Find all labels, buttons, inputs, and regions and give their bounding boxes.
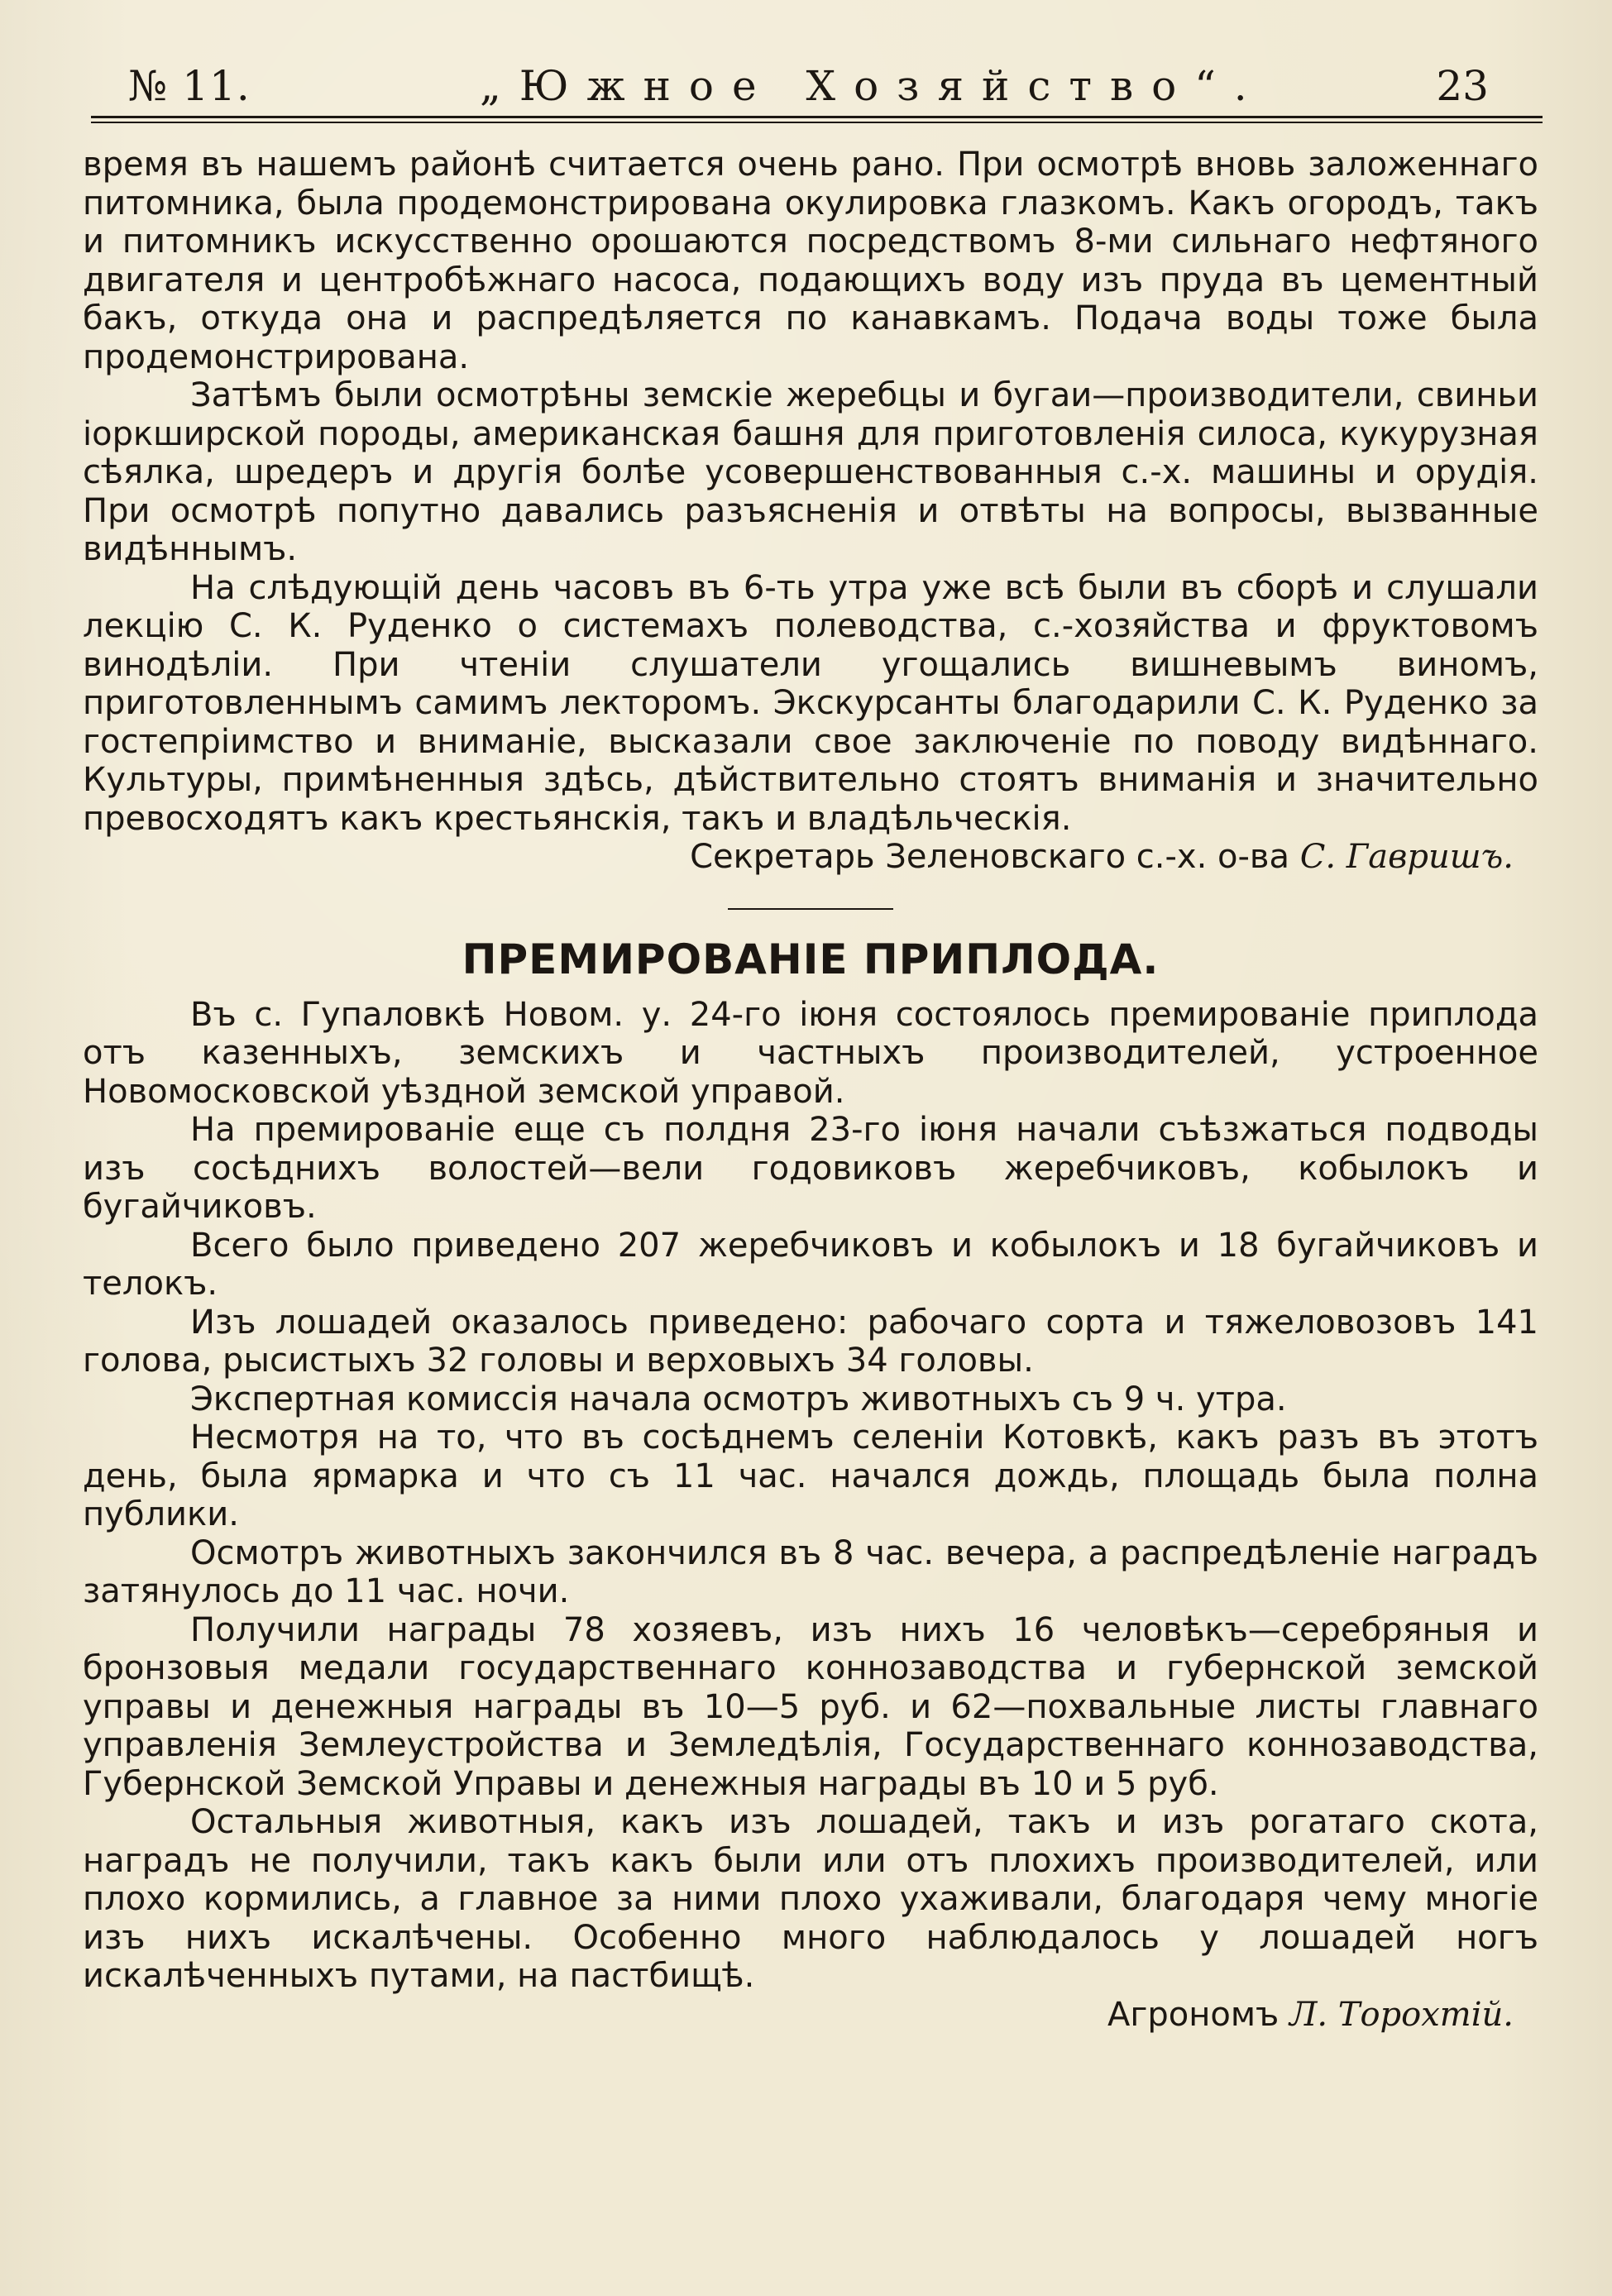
issue-number: № 11.: [128, 62, 251, 110]
paragraph: Затѣмъ были осмотрѣны земскіе жеребцы и бугаи—производители, свиньи іоркширской породы, американская башня для приготовленія силоса, кукурузная сѣялка, шредеръ и другія болѣе усовершенствованныя с.-х. машины и орудія. При осмотрѣ попутно давались разъясненія и отвѣты на вопросы, вызванные видѣннымъ.: [83, 376, 1538, 568]
signature-role: Агрономъ: [1107, 1995, 1280, 2034]
paragraph: На премированіе еще съ полдня 23-го іюня начали съѣзжаться подводы изъ сосѣднихъ волостей—вели годовиковъ жеребчиковъ, кобылокъ и бугайчиковъ.: [83, 1111, 1538, 1226]
paragraph: Изъ лошадей оказалось приведено: рабочаго сорта и тяжеловозовъ 141 голова, рысистыхъ 32 головы и верховыхъ 34 головы.: [83, 1303, 1538, 1380]
paragraph: Остальныя животныя, какъ изъ лошадей, такъ и изъ рогатаго скота, наградъ не получили, такъ какъ были или отъ плохихъ производителей, или плохо кормились, а главное за ними плохо ухаживали, благодаря чему многіе изъ нихъ искалѣчены. Особенно много наблюдалось у лошадей ногъ искалѣченныхъ путами, на пастбищѣ.: [83, 1803, 1538, 1995]
header-rule-bottom: [91, 122, 1543, 123]
section-divider: [728, 908, 893, 910]
paragraph: Получили награды 78 хозяевъ, изъ нихъ 16 человѣкъ—серебряныя и бронзовыя медали государственнаго коннозаводства и губернской земской управы и денежныя награды въ 10—5 руб. и 62—похвальные листы главнаго управленія Землеустройства и Земледѣлія, Государственнаго коннозаводства, Губернской Земской Управы и денежныя награды въ 10 и 5 руб.: [83, 1610, 1538, 1803]
signature-author: Л. Торохтій.: [1289, 1995, 1514, 2034]
page-header: [83, 56, 1538, 116]
page-number: 23: [1436, 62, 1489, 110]
paragraph: На слѣдующій день часовъ въ 6-ть утра уже всѣ были въ сборѣ и слушали лекцію С. К. Руденко о системахъ полеводства, с.-хозяйства и фруктовомъ винодѣліи. При чтеніи слушатели угощались вишневымъ виномъ, приготовленнымъ самимъ лекторомъ. Экскурсанты благодарили С. К. Руденко за гостепріимство и вниманіе, высказали свое заключеніе по поводу видѣннаго. Культуры, примѣненныя здѣсь, дѣйствительно стоятъ вниманія и значительно превосходятъ какъ крестьянскія, такъ и владѣльческія.: [83, 568, 1538, 838]
signature-role: Секретарь Зеленовскаго с.-х. о-ва: [690, 838, 1289, 876]
signature: [83, 838, 1538, 877]
article-premirovanie: [83, 933, 1538, 2035]
article-continued: [83, 146, 1538, 877]
paragraph: Осмотръ животныхъ закончился въ 8 час. вечера, а распредѣленіе наградъ затянулось до 11 час. ночи.: [83, 1533, 1538, 1610]
paragraph: Экспертная комиссія начала осмотръ животныхъ съ 9 ч. утра.: [190, 1380, 1287, 1418]
paragraph: Въ с. Гупаловкѣ Новом. у. 24-го іюня состоялось премированіе приплода отъ казенныхъ, земскихъ и частныхъ производителей, устроенное Новомосковской уѣздной земской управой.: [83, 995, 1538, 1111]
page-body: [83, 146, 1538, 2034]
paragraph: время въ нашемъ районѣ считается очень рано. При осмотрѣ вновь заложеннаго питомника, была продемонстрирована окулировка глазкомъ. Какъ огородъ, такъ и питомникъ искусственно орошаются посредствомъ 8-ми сильнаго нефтяного двигателя и центробѣжнаго насоса, подающихъ воду изъ пруда въ цементный бакъ, откуда она и распредѣляется по канавкамъ. Подача воды тоже была продемонстрирована.: [83, 146, 1538, 376]
signature-author: С. Гавришъ.: [1299, 838, 1514, 876]
signature: [83, 1996, 1538, 2035]
paragraph: Всего было приведено 207 жеребчиковъ и кобылокъ и 18 бугайчиковъ и телокъ.: [83, 1226, 1538, 1303]
paragraph: Несмотря на то, что въ сосѣднемъ селеніи Котовкѣ, какъ разъ въ этотъ день, была ярмарка и что съ 11 час. начался дождь, площадь была полна публики.: [83, 1418, 1538, 1533]
header-rule-top: [91, 116, 1543, 118]
journal-title: „Южное Хозяйство“.: [480, 62, 1265, 110]
section-title: ПРЕМИРОВАНІЕ ПРИПЛОДА.: [462, 935, 1160, 983]
